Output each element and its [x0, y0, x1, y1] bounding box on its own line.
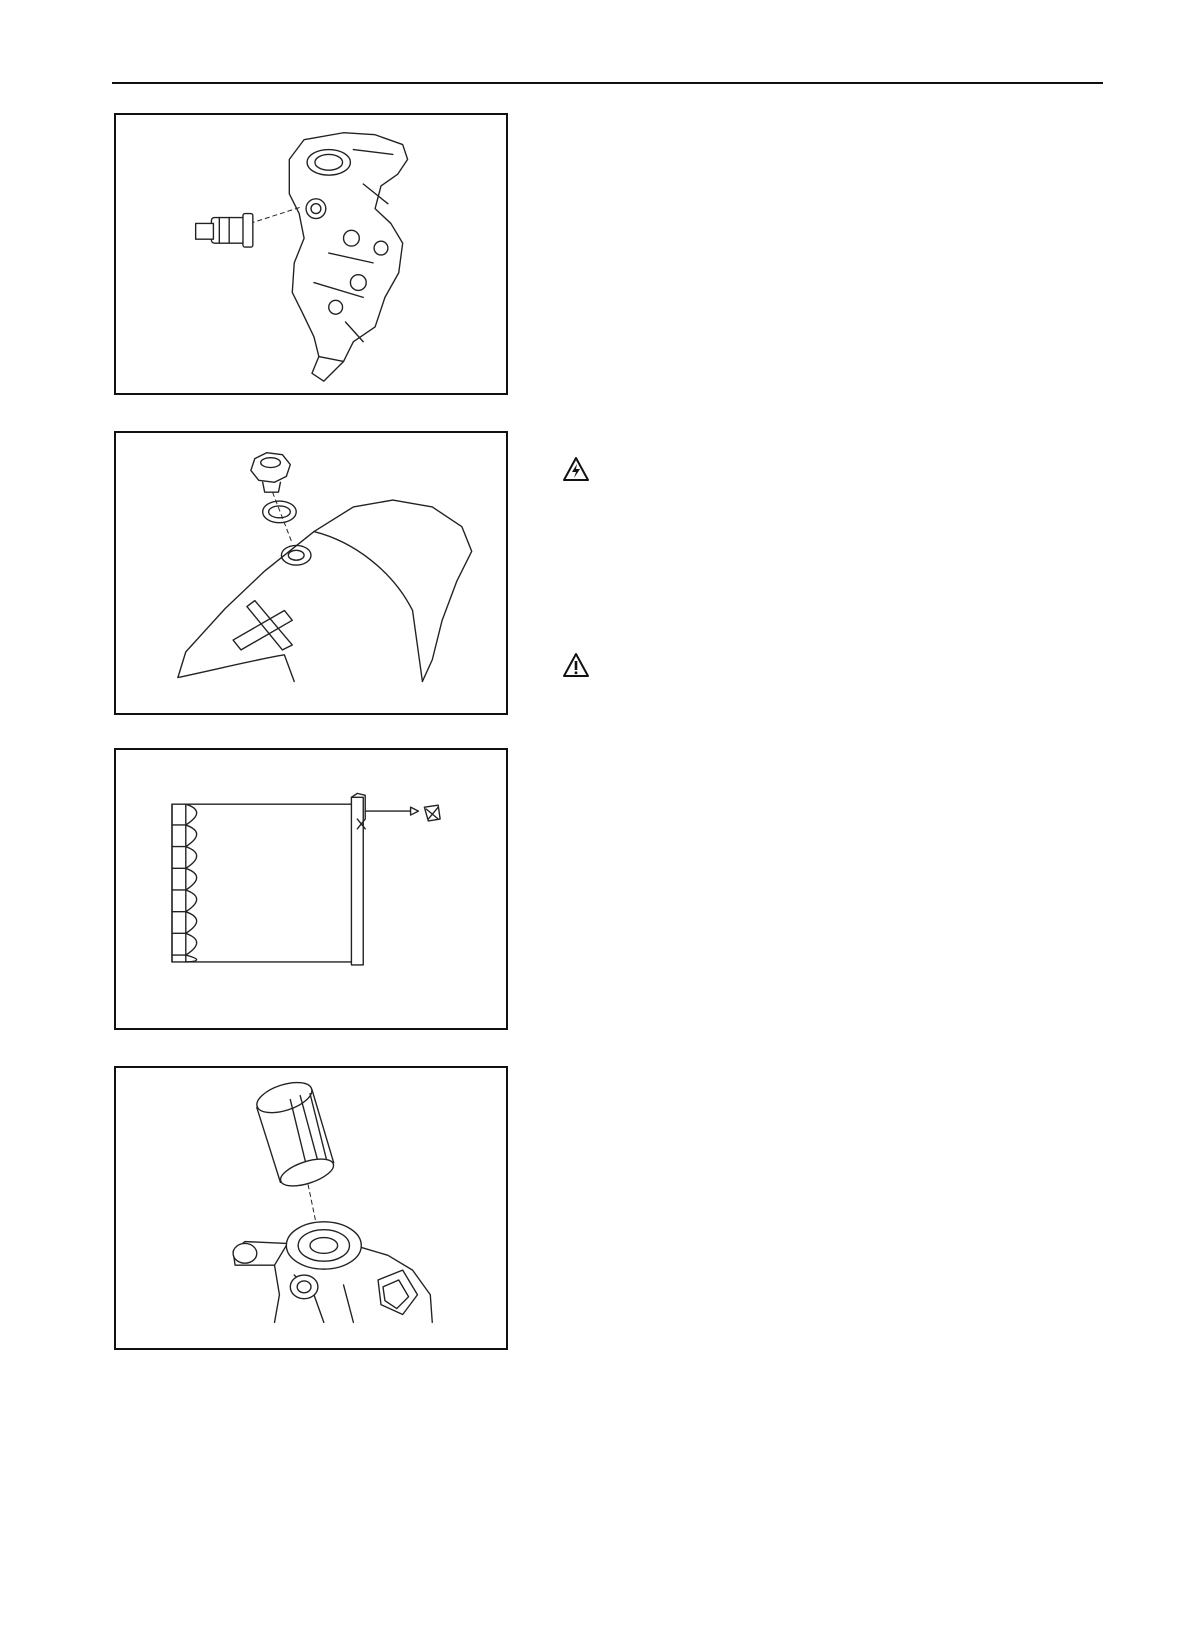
figure-drain-plug [114, 431, 508, 715]
figure-oil-filter-gasket [114, 748, 508, 1030]
oil-filter-gasket-icon [116, 750, 506, 1028]
caution-triangle-icon [562, 652, 590, 678]
figure-oil-pressure-switch [114, 113, 508, 395]
oil-pressure-switch-icon [116, 115, 506, 393]
drain-plug-icon [116, 433, 506, 713]
header-rule [112, 82, 1103, 84]
oil-filter-install-icon [116, 1068, 506, 1348]
figure-oil-filter-install [114, 1066, 508, 1350]
electrical-hazard-icon [562, 456, 590, 482]
